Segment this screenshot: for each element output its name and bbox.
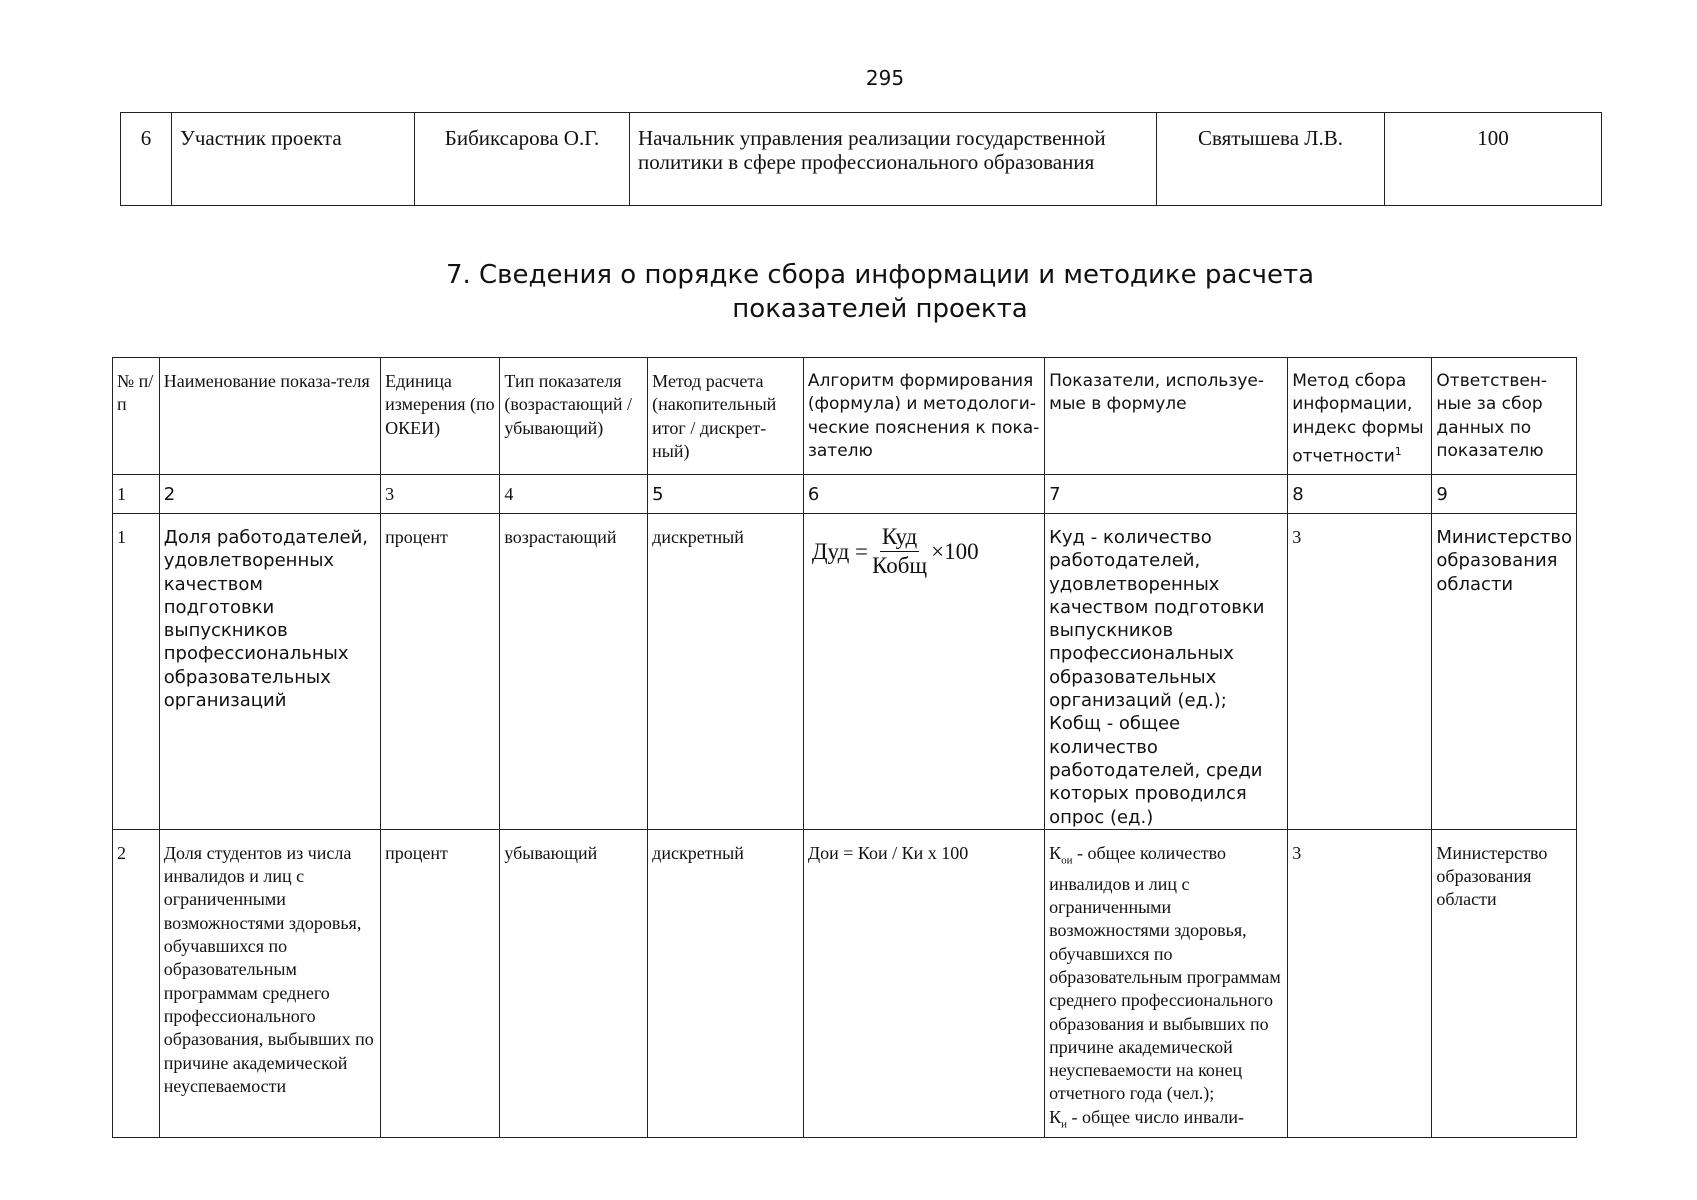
section-title	[360, 258, 1400, 326]
header-collect-text: Метод сбора информации, индекс формы отчетности	[1292, 371, 1424, 467]
col-number: 5	[648, 475, 804, 514]
header-unit: Единица измерения (по ОКЕИ)	[381, 358, 500, 475]
page-number: 295	[865, 66, 905, 90]
indicator-type: убывающий	[500, 829, 648, 1137]
indicator-formula: Дои = Кои / Ки х 100	[803, 829, 1044, 1137]
formula-fraction	[872, 524, 927, 579]
header-responsible: Ответствен-ные за сбор данных по показателю	[1432, 358, 1577, 475]
header-type: Тип показателя (возрастающий /убывающий)	[500, 358, 648, 475]
table-header-row	[113, 358, 1577, 475]
formula-denominator: Кобщ	[872, 553, 928, 578]
participant-role: Участник проекта	[172, 113, 415, 206]
indicator-collect: 3	[1288, 829, 1432, 1137]
section-title-line1: 7. Сведения о порядке сбора информации и методике расчета	[445, 260, 1315, 290]
indicator-unit: процент	[381, 514, 500, 830]
header-algorithm: Алгоритм формирования (формула) и методологи-ческие пояснения к пока-зателю	[803, 358, 1044, 475]
var-k-i: К	[1049, 1106, 1062, 1127]
indicator-name: Доля работодателей, удовлетворенных качеством подготовки выпускников профессиональных образовательных организаций	[159, 514, 380, 830]
header-vars: Показатели, используе-мые в формуле	[1045, 358, 1288, 475]
section-title-line2: показателей проекта	[732, 294, 1028, 324]
formula	[808, 524, 979, 579]
indicator-method: дискретный	[648, 829, 804, 1137]
col-number: 9	[1432, 475, 1577, 514]
col-number: 3	[381, 475, 500, 514]
indicator-responsible: Министерство образования области	[1432, 514, 1577, 830]
var-k-i-sub: и	[1061, 1118, 1068, 1131]
indicator-vars: Куд - количество работодателей, удовлетворенных качеством подготовки выпускников профессиональных образовательных организаций (ед.); Кобщ - общее количество работодателей, среди которых проводился опрос (ед.)	[1045, 514, 1288, 830]
col-number: 6	[803, 475, 1044, 514]
header-collect-footnote: 1	[1394, 444, 1402, 458]
indicator-method: дискретный	[648, 514, 804, 830]
indicator-name: Доля студентов из числа инвалидов и лиц с ограниченными возможностями здоровья, обучавшихся по образовательным программам среднего профессионального образования, выбывших по причине академической неуспеваемости	[159, 829, 380, 1137]
indicator-type: возрастающий	[500, 514, 648, 830]
header-name: Наименование показа-теля	[159, 358, 380, 475]
col-number: 8	[1288, 475, 1432, 514]
var-k-i-desc: - общее число инвали-	[1067, 1106, 1244, 1127]
participant-share: 100	[1385, 113, 1602, 206]
indicator-unit: процент	[381, 829, 500, 1137]
participant-position: Начальник управления реализации государственной политики в сфере профессионального образования	[630, 113, 1157, 206]
header-method: Метод расчета (накопительный итог / дискрет-ный)	[648, 358, 804, 475]
indicator-responsible: Министерство образования области	[1432, 829, 1577, 1137]
col-number: 1	[113, 475, 160, 514]
formula-multiplier: ×100	[931, 538, 979, 564]
row-num: 1	[113, 514, 160, 830]
col-number: 7	[1045, 475, 1288, 514]
table-row	[121, 113, 1602, 206]
table-row	[113, 514, 1577, 830]
indicators-table	[112, 357, 1577, 1138]
formula-lhs: Дуд =	[811, 538, 869, 564]
participant-num: 6	[121, 113, 172, 206]
indicator-formula	[803, 514, 1044, 830]
header-collect	[1288, 358, 1432, 475]
table-row	[113, 829, 1577, 1137]
indicator-collect: 3	[1288, 514, 1432, 830]
column-number-row	[113, 475, 1577, 514]
formula-numerator: Куд	[880, 524, 919, 552]
var-k-oi-sub: ои	[1061, 854, 1073, 867]
var-k-oi-desc: - общее количество инвалидов и лиц с ограниченными возможностями здоровья, обучавшихся по образовательным программам среднего профессионального образования и выбывших по причине академической неуспеваемости на конец отчетного года (чел.);	[1049, 842, 1281, 1104]
indicator-vars	[1045, 829, 1288, 1137]
participant-table	[120, 112, 1602, 206]
var-k-oi: К	[1049, 842, 1062, 863]
participant-name: Бибиксарова О.Г.	[415, 113, 630, 206]
participant-supervisor: Святышева Л.В.	[1157, 113, 1385, 206]
row-num: 2	[113, 829, 160, 1137]
header-num: № п/п	[113, 358, 160, 475]
col-number: 2	[159, 475, 380, 514]
col-number: 4	[500, 475, 648, 514]
